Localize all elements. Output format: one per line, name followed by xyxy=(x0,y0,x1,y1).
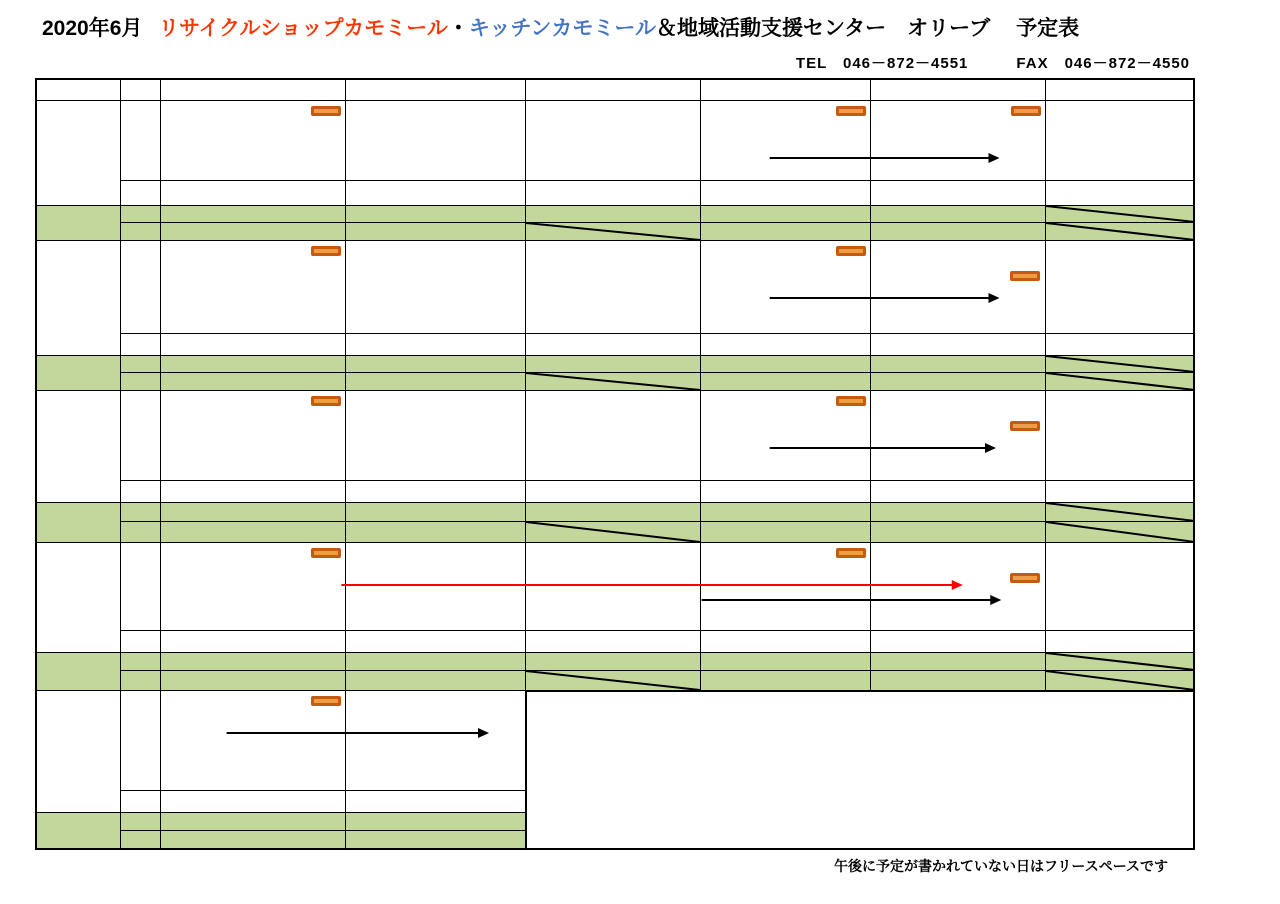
cell-week5-olive-pm-tue xyxy=(345,830,525,850)
ampm-label-am xyxy=(120,542,160,630)
cell-week3-pm-fri xyxy=(870,480,1045,502)
cell-week4-olive-am-wed xyxy=(525,652,700,670)
row-label-chamomile xyxy=(35,100,120,205)
cell-week4-am-fri xyxy=(870,542,1045,630)
cell-week2-olive-am-tue xyxy=(345,355,525,372)
cell-week1-olive-pm-thu xyxy=(700,222,870,240)
olive-ampm-label-am xyxy=(120,502,160,521)
cell-week5-am-tue xyxy=(345,690,525,790)
closed-diagonal xyxy=(526,671,700,690)
cell-week2-olive-am-mon xyxy=(160,355,345,372)
bento-badge xyxy=(311,246,341,256)
cell-week3-am-mon xyxy=(160,390,345,480)
date-row xyxy=(161,101,345,103)
header-sat xyxy=(1045,78,1195,100)
cell-week5-am-mon xyxy=(160,690,345,790)
cell-week3-am-tue xyxy=(345,390,525,480)
cell-week4-olive-am-sat xyxy=(1045,652,1195,670)
cell-week1-pm-tue xyxy=(345,180,525,205)
closed-diagonal xyxy=(1046,653,1195,670)
bento-badge xyxy=(311,696,341,706)
cell-week2-pm-wed xyxy=(525,333,700,355)
cell-week1-pm-wed xyxy=(525,180,700,205)
cell-week4-olive-pm-wed xyxy=(525,670,700,690)
header-sun xyxy=(35,78,120,100)
olive-ampm-label-pm xyxy=(120,372,160,390)
cell-week4-olive-am-thu xyxy=(700,652,870,670)
cell-week5-pm-tue xyxy=(345,790,525,812)
olive-ampm-label-am xyxy=(120,812,160,830)
olive-ampm-label-pm xyxy=(120,670,160,690)
title-separator: ・ xyxy=(447,17,469,40)
bento-badge xyxy=(836,396,866,406)
cell-week3-olive-pm-fri xyxy=(870,521,1045,542)
footer-note: 午後に予定が書かれていない日はフリースペースです xyxy=(833,858,1168,874)
closed-diagonal xyxy=(1046,223,1195,240)
cell-week2-olive-pm-wed xyxy=(525,372,700,390)
olive-ampm-label-pm xyxy=(120,222,160,240)
cell-week4-olive-pm-fri xyxy=(870,670,1045,690)
cell-week1-am-thu xyxy=(700,100,870,180)
cell-week3-pm-wed xyxy=(525,480,700,502)
cell-week1-am-sat xyxy=(1045,100,1195,180)
row-label-chamomile xyxy=(35,240,120,355)
header-fri xyxy=(870,78,1045,100)
cell-week2-am-tue xyxy=(345,240,525,333)
date-row xyxy=(346,391,525,393)
cell-week3-olive-pm-sat xyxy=(1045,521,1195,542)
cell-week4-am-sat xyxy=(1045,542,1195,630)
date-row xyxy=(871,391,1045,393)
date-row xyxy=(1046,543,1195,545)
cell-week1-olive-am-thu xyxy=(700,205,870,222)
ampm-label-am xyxy=(120,100,160,180)
date-row xyxy=(871,101,1045,103)
closed-diagonal xyxy=(1046,373,1195,390)
cell-week1-olive-pm-wed xyxy=(525,222,700,240)
closed-diagonal xyxy=(1046,503,1195,521)
cell-week4-olive-am-tue xyxy=(345,652,525,670)
cell-week3-olive-pm-wed xyxy=(525,521,700,542)
cell-week3-pm-thu xyxy=(700,480,870,502)
cell-week3-pm-mon xyxy=(160,480,345,502)
date-row xyxy=(701,101,870,103)
cell-week4-am-mon xyxy=(160,542,345,630)
cell-week4-olive-am-mon xyxy=(160,652,345,670)
cell-week4-pm-fri xyxy=(870,630,1045,652)
cell-week4-olive-pm-thu xyxy=(700,670,870,690)
bento-badge xyxy=(311,106,341,116)
date-row xyxy=(701,391,870,393)
olive-ampm-label-pm xyxy=(120,521,160,542)
row-label-olive xyxy=(35,652,120,690)
cell-week5-olive-am-tue xyxy=(345,812,525,830)
ampm-label-am xyxy=(120,240,160,333)
cell-week4-am-thu xyxy=(700,542,870,630)
ampm-label-am xyxy=(120,390,160,480)
header-tue xyxy=(345,78,525,100)
cell-week4-olive-pm-mon xyxy=(160,670,345,690)
closed-diagonal xyxy=(1046,206,1195,222)
cell-week2-olive-pm-thu xyxy=(700,372,870,390)
date-row xyxy=(526,101,700,103)
cell-week2-pm-tue xyxy=(345,333,525,355)
cell-week2-pm-fri xyxy=(870,333,1045,355)
cell-week4-pm-wed xyxy=(525,630,700,652)
cell-week1-olive-pm-sat xyxy=(1045,222,1195,240)
cell-week2-am-fri xyxy=(870,240,1045,333)
ampm-label-pm xyxy=(120,333,160,355)
closed-diagonal xyxy=(1046,522,1195,542)
header-ampm xyxy=(120,78,160,100)
cell-week1-olive-am-sat xyxy=(1045,205,1195,222)
cell-week5-pm-mon xyxy=(160,790,345,812)
olive-ampm-label-am xyxy=(120,355,160,372)
cell-week5-olive-am-mon xyxy=(160,812,345,830)
cell-week1-am-tue xyxy=(345,100,525,180)
cell-week4-pm-thu xyxy=(700,630,870,652)
cell-week3-olive-am-fri xyxy=(870,502,1045,521)
row-label-chamomile xyxy=(35,390,120,502)
row-label-chamomile xyxy=(35,690,120,812)
title-center-name: ＆地域活動支援センター オリーブ xyxy=(656,17,991,40)
cell-week2-olive-am-thu xyxy=(700,355,870,372)
cell-week1-am-wed xyxy=(525,100,700,180)
cell-week1-pm-thu xyxy=(700,180,870,205)
cell-week2-olive-am-wed xyxy=(525,355,700,372)
cell-week1-olive-pm-tue xyxy=(345,222,525,240)
cell-week2-pm-thu xyxy=(700,333,870,355)
row-label-olive xyxy=(35,355,120,390)
cell-week3-olive-am-wed xyxy=(525,502,700,521)
cell-week1-olive-am-wed xyxy=(525,205,700,222)
cell-week1-am-fri xyxy=(870,100,1045,180)
cell-week2-am-wed xyxy=(525,240,700,333)
date-row xyxy=(346,101,525,103)
date-row xyxy=(1046,241,1195,243)
cell-week3-olive-am-tue xyxy=(345,502,525,521)
cell-week3-olive-pm-tue xyxy=(345,521,525,542)
cell-week1-olive-pm-mon xyxy=(160,222,345,240)
closed-diagonal xyxy=(526,373,700,390)
cell-week2-am-sat xyxy=(1045,240,1195,333)
bento-badge xyxy=(1010,271,1040,281)
bento-badge xyxy=(311,396,341,406)
bento-badge xyxy=(836,246,866,256)
cell-week5-olive-pm-mon xyxy=(160,830,345,850)
date-row xyxy=(346,543,525,545)
title-month: 2020年6月 xyxy=(42,17,143,40)
cell-week1-pm-fri xyxy=(870,180,1045,205)
bento-badge xyxy=(1010,573,1040,583)
cell-week2-olive-am-sat xyxy=(1045,355,1195,372)
date-row xyxy=(701,543,870,545)
cell-week1-pm-mon xyxy=(160,180,345,205)
cell-week4-olive-pm-sat xyxy=(1045,670,1195,690)
cell-week2-am-mon xyxy=(160,240,345,333)
date-row xyxy=(1046,391,1195,393)
row-label-olive xyxy=(35,812,120,850)
title-schedule-word: 予定表 xyxy=(1016,17,1080,40)
cell-week4-olive-pm-tue xyxy=(345,670,525,690)
header-mon xyxy=(160,78,345,100)
cell-week3-am-wed xyxy=(525,390,700,480)
bento-badge xyxy=(836,106,866,116)
closed-diagonal xyxy=(1046,671,1195,690)
cell-week1-olive-am-mon xyxy=(160,205,345,222)
cell-week1-olive-am-fri xyxy=(870,205,1045,222)
cell-week4-am-tue xyxy=(345,542,525,630)
bento-badge xyxy=(836,548,866,558)
date-row xyxy=(871,543,1045,545)
cell-week3-olive-am-sat xyxy=(1045,502,1195,521)
date-row xyxy=(346,691,525,693)
date-row xyxy=(1046,101,1195,103)
row-label-chamomile xyxy=(35,542,120,652)
cell-week3-olive-am-thu xyxy=(700,502,870,521)
date-row xyxy=(161,241,345,243)
cell-week3-am-fri xyxy=(870,390,1045,480)
cell-week3-olive-pm-mon xyxy=(160,521,345,542)
date-row xyxy=(346,241,525,243)
cell-week2-am-thu xyxy=(700,240,870,333)
date-row xyxy=(871,241,1045,243)
cell-week4-pm-sat xyxy=(1045,630,1195,652)
header-thu xyxy=(700,78,870,100)
cell-week2-olive-pm-sat xyxy=(1045,372,1195,390)
page-title xyxy=(42,12,1079,42)
olive-ampm-label-am xyxy=(120,205,160,222)
olive-ampm-label-am xyxy=(120,652,160,670)
ampm-label-pm xyxy=(120,790,160,812)
date-row xyxy=(526,543,700,545)
cell-week3-olive-am-mon xyxy=(160,502,345,521)
cell-week1-olive-pm-fri xyxy=(870,222,1045,240)
cell-week3-am-sat xyxy=(1045,390,1195,480)
date-row xyxy=(526,241,700,243)
closed-diagonal xyxy=(1046,356,1195,372)
cell-week2-pm-mon xyxy=(160,333,345,355)
cell-week4-am-wed xyxy=(525,542,700,630)
closed-diagonal xyxy=(526,522,700,542)
cell-week3-olive-pm-thu xyxy=(700,521,870,542)
cell-week4-pm-mon xyxy=(160,630,345,652)
ampm-label-pm xyxy=(120,480,160,502)
date-row xyxy=(161,691,345,693)
contact-info: TEL 046－872－4551 FAX 046－872－4550 xyxy=(795,55,1190,72)
cell-week3-am-thu xyxy=(700,390,870,480)
title-shop-name: リサイクルショップカモミール xyxy=(158,17,448,40)
cell-week3-pm-tue xyxy=(345,480,525,502)
closed-diagonal xyxy=(526,223,700,240)
notes-box xyxy=(525,690,1195,850)
cell-week4-pm-tue xyxy=(345,630,525,652)
date-row xyxy=(701,241,870,243)
row-label-olive xyxy=(35,205,120,240)
bento-badge xyxy=(1010,421,1040,431)
cell-week3-pm-sat xyxy=(1045,480,1195,502)
header-wed xyxy=(525,78,700,100)
bento-badge xyxy=(1011,106,1041,116)
date-row xyxy=(526,391,700,393)
cell-week2-pm-sat xyxy=(1045,333,1195,355)
cell-week1-pm-sat xyxy=(1045,180,1195,205)
cell-week2-olive-pm-tue xyxy=(345,372,525,390)
cell-week2-olive-pm-mon xyxy=(160,372,345,390)
date-row xyxy=(161,391,345,393)
olive-ampm-label-pm xyxy=(120,830,160,850)
bento-badge xyxy=(311,548,341,558)
ampm-label-am xyxy=(120,690,160,790)
date-row xyxy=(161,543,345,545)
cell-week4-olive-am-fri xyxy=(870,652,1045,670)
ampm-label-pm xyxy=(120,180,160,205)
cell-week1-olive-am-tue xyxy=(345,205,525,222)
cell-week1-am-mon xyxy=(160,100,345,180)
cell-week2-olive-am-fri xyxy=(870,355,1045,372)
cell-week2-olive-pm-fri xyxy=(870,372,1045,390)
ampm-label-pm xyxy=(120,630,160,652)
title-kitchen-name: キッチンカモミール xyxy=(468,17,656,40)
row-label-olive xyxy=(35,502,120,542)
